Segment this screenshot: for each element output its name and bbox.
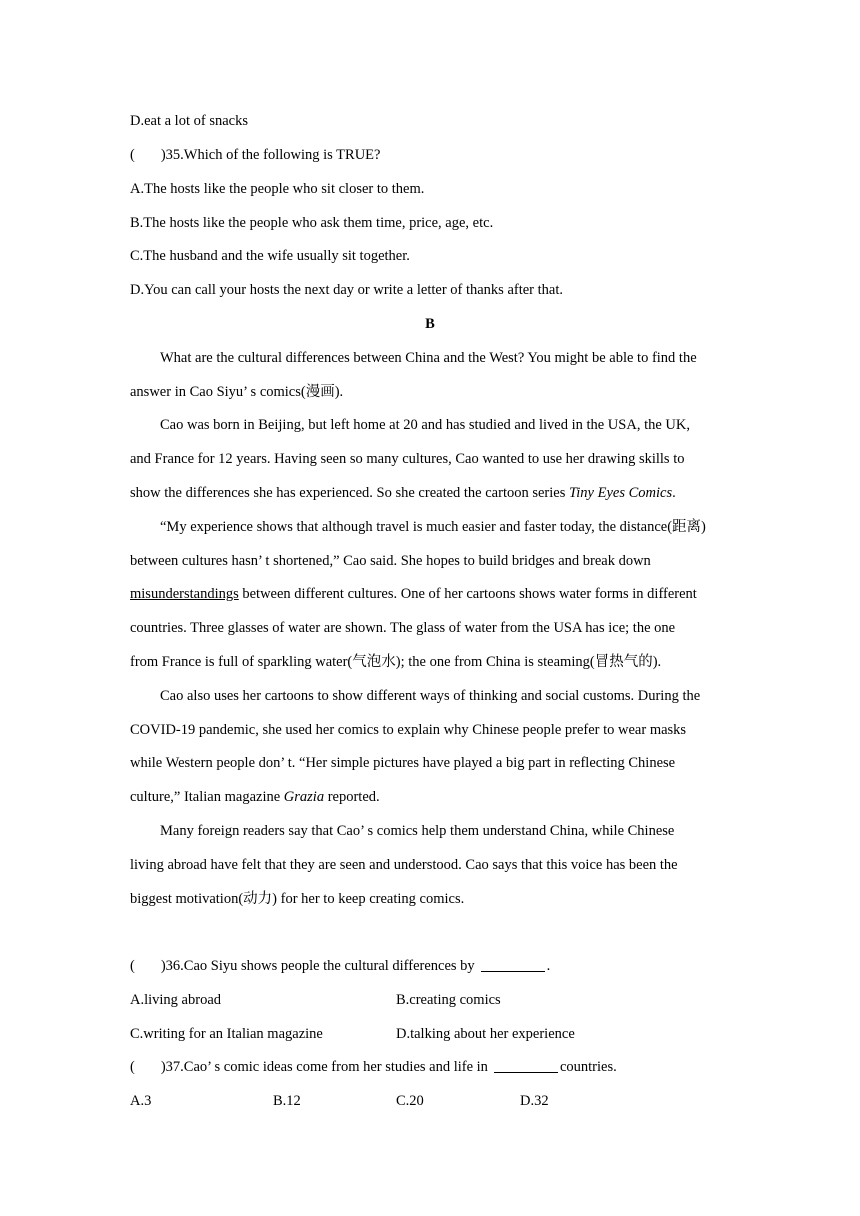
passage-p4-line1: Cao also uses her cartoons to show different ways of thinking and social customs. During the [160,688,701,704]
q35-question: )35.Which of the following is TRUE? [160,147,381,163]
passage-p1-line1: What are the cultural differences between China and the West? You might be able to find the [160,350,697,366]
passage-p5-line2: living abroad have felt that they are seen and understood. Cao says that this voice has been the [130,857,678,873]
q36-question: )36.Cao Siyu shows people the cultural differences by [160,958,475,974]
q36-option-c: C.writing for an Italian magazine [130,1026,323,1042]
answer-paren-open: ( [130,1059,135,1075]
passage-p4-line4 [130,787,740,807]
q36-stem [130,956,740,976]
fill-blank [494,1058,558,1073]
passage-p4-line2: COVID-19 pandemic, she used her comics to explain why Chinese people prefer to wear masks [130,722,687,738]
passage-p3-line2: between cultures hasn’ t shortened,” Cao said. She hopes to build bridges and break down [130,553,651,569]
passage-p3-line3 [130,584,740,604]
passage-p2-line3 [130,483,740,503]
q37-question: )37.Cao’ s comic ideas come from her studies and life in [160,1059,488,1075]
text-run: culture,” Italian magazine [130,789,284,805]
text-run: between different cultures. One of her cartoons shows water forms in different [238,586,697,602]
passage-p5-line3: biggest motivation(动力) for her to keep creating comics. [130,891,465,907]
passage-p1-line2: answer in Cao Siyu’ s comics(漫画). [130,384,344,400]
text-run: . [672,485,676,501]
text-run: . [546,958,551,974]
passage-p5-line1: Many foreign readers say that Cao’ s comics help them understand China, while Chinese [160,823,675,839]
passage-p4-line3: while Western people don’ t. “Her simple pictures have played a big part in reflecting Chinese [130,755,676,771]
q37-option-b: B.12 [273,1093,301,1109]
q35-option-d: D.You can call your hosts the next day or write a letter of thanks after that. [130,282,564,298]
magazine-title: Grazia [283,789,325,805]
q35-option-b: B.The hosts like the people who ask them time, price, age, etc. [130,215,494,231]
q37-option-c: C.20 [396,1093,424,1109]
q35-stem [130,145,740,165]
q37-option-a: A.3 [130,1093,152,1109]
answer-paren-open: ( [130,958,135,974]
passage-p2-line2: and France for 12 years. Having seen so many cultures, Cao wanted to use her drawing skills to [130,451,685,467]
text-run: show the differences she has experienced. So she created the cartoon series [130,485,569,501]
q37-option-d: D.32 [520,1093,549,1109]
q36-option-a: A.living abroad [130,992,222,1008]
passage-p3-line5: from France is full of sparkling water(气泡水); the one from China is steaming(冒热气的). [130,654,662,670]
answer-paren-open: ( [130,147,135,163]
text-run: reported. [324,789,380,805]
passage-p3-line1: “My experience shows that although travel is much easier and faster today, the distance(距离) [160,519,706,535]
q36-options-row2 [130,1024,740,1044]
q37-stem [130,1057,740,1077]
q36-option-d: D.talking about her experience [396,1026,575,1042]
q35-option-c: C.The husband and the wife usually sit together. [130,248,410,264]
q37-options [130,1091,740,1111]
q36-options-row1 [130,990,740,1010]
passage-p3-line4: countries. Three glasses of water are shown. The glass of water from the USA has ice; the one [130,620,676,636]
q36-option-b: B.creating comics [396,992,501,1008]
section-heading: B [425,316,435,332]
comic-series-title: Tiny Eyes Comics [569,485,673,501]
text-run: countries. [559,1059,617,1075]
q35-option-a: A.The hosts like the people who sit closer to them. [130,181,425,197]
underlined-word: misunderstandings [130,586,239,602]
fill-blank [481,957,545,972]
q34-option-d: D.eat a lot of snacks [130,113,248,129]
passage-p2-line1: Cao was born in Beijing, but left home at 20 and has studied and lived in the USA, the UK, [160,417,690,433]
